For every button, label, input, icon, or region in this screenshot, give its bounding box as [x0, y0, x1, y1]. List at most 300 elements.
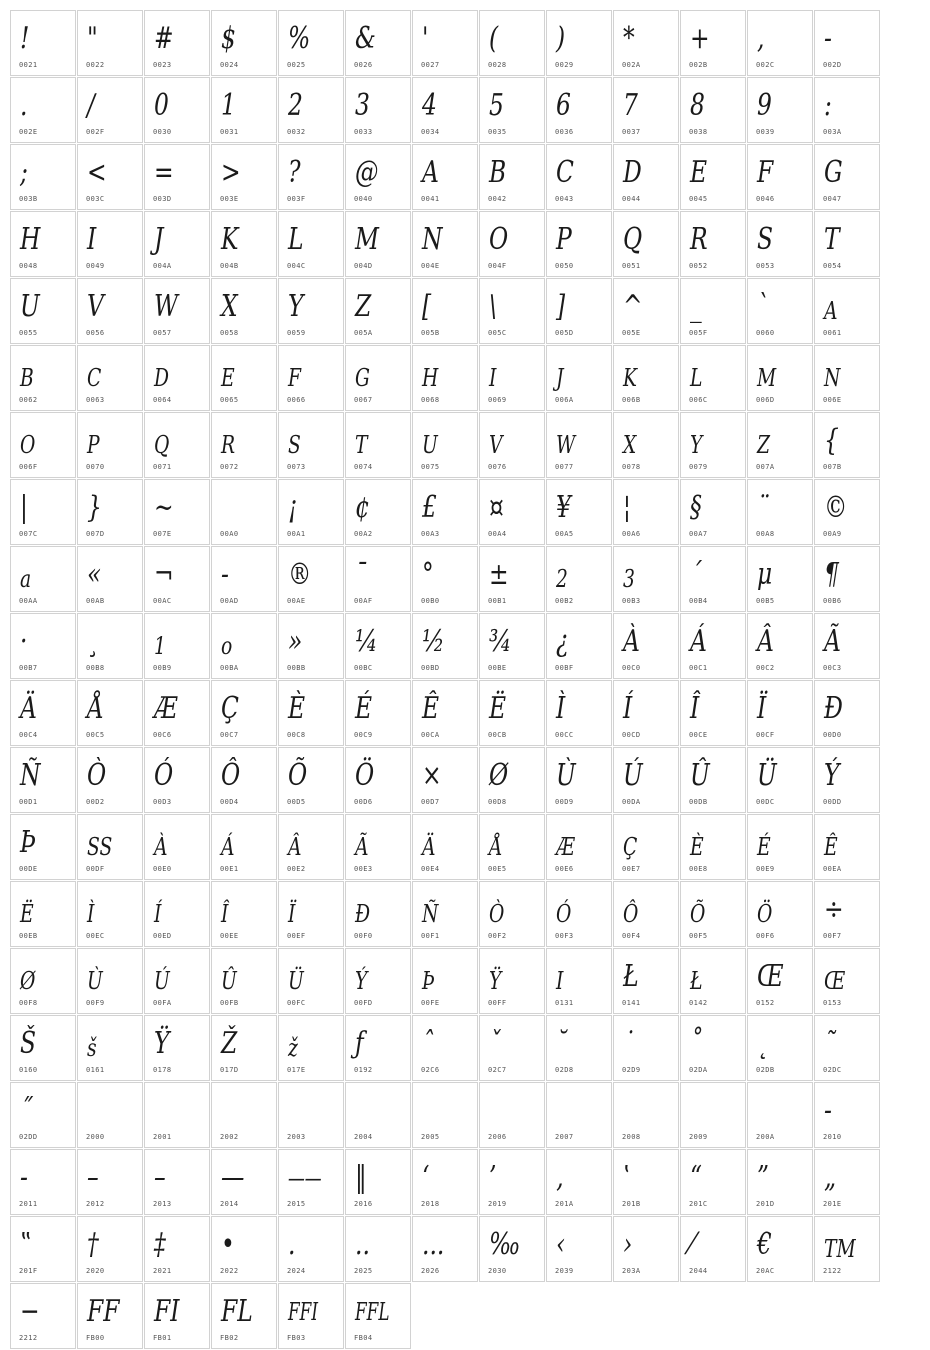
glyph-cell	[278, 345, 344, 411]
glyph-sample: N	[422, 222, 443, 257]
glyph-codepoint: 00ED	[153, 932, 172, 940]
glyph-codepoint: 007E	[153, 530, 172, 538]
glyph-sample: Œ	[824, 967, 846, 995]
glyph-cell	[211, 680, 277, 746]
glyph-codepoint: 0033	[354, 128, 373, 136]
glyph-codepoint: 0073	[287, 463, 306, 471]
glyph-sample: ˜	[824, 1026, 836, 1061]
glyph-sample: M	[355, 222, 379, 257]
glyph-sample: Ö	[355, 758, 375, 793]
glyph-codepoint: 0067	[354, 396, 373, 404]
glyph-sample: •	[221, 1227, 235, 1262]
glyph-sample: Í	[623, 691, 633, 726]
glyph-cell	[546, 1216, 612, 1282]
glyph-sample: I	[87, 222, 97, 257]
glyph-sample: 8	[690, 88, 705, 123]
glyph-cell	[479, 278, 545, 344]
glyph-codepoint: 2015	[287, 1200, 306, 1208]
glyph-codepoint: 00BB	[287, 664, 306, 672]
glyph-codepoint: 00E0	[153, 865, 172, 873]
glyph-codepoint: 00E5	[488, 865, 507, 873]
glyph-sample: "	[87, 21, 98, 56]
glyph-codepoint: 0152	[756, 999, 775, 1007]
glyph-codepoint: 006F	[19, 463, 38, 471]
glyph-sample: ⁄	[690, 1227, 694, 1262]
glyph-cell	[747, 546, 813, 612]
glyph-codepoint: 00AC	[153, 597, 172, 605]
glyph-codepoint: 0161	[86, 1066, 105, 1074]
glyph-sample: Ô	[221, 758, 241, 793]
glyph-codepoint: 005A	[354, 329, 373, 337]
glyph-codepoint: 00F0	[354, 932, 373, 940]
glyph-sample: Đ	[355, 900, 371, 928]
glyph-codepoint: 02D8	[555, 1066, 574, 1074]
glyph-cell	[546, 814, 612, 880]
glyph-codepoint: 0178	[153, 1066, 172, 1074]
glyph-cell	[77, 479, 143, 545]
glyph-codepoint: 0045	[689, 195, 708, 203]
glyph-cell	[680, 1015, 746, 1081]
glyph-sample: ;	[20, 155, 28, 190]
glyph-sample: ˛	[757, 1026, 769, 1061]
glyph-cell	[546, 1015, 612, 1081]
glyph-sample: Ú	[623, 758, 643, 793]
glyph-cell	[680, 814, 746, 880]
glyph-codepoint: 02C7	[488, 1066, 507, 1074]
glyph-codepoint: 0065	[220, 396, 239, 404]
glyph-cell	[77, 144, 143, 210]
glyph-cell	[345, 1283, 411, 1349]
glyph-cell	[211, 1015, 277, 1081]
glyph-codepoint: 0062	[19, 396, 38, 404]
glyph-cell	[77, 345, 143, 411]
glyph-sample: Ä	[20, 691, 37, 726]
glyph-sample: I	[556, 967, 564, 995]
glyph-codepoint: 0021	[19, 61, 38, 69]
glyph-cell	[613, 1216, 679, 1282]
glyph-sample: ˇ	[489, 1026, 501, 1061]
glyph-codepoint: 00FB	[220, 999, 239, 1007]
glyph-cell	[211, 144, 277, 210]
glyph-sample: &	[355, 21, 376, 56]
glyph-sample: Y	[288, 289, 304, 324]
glyph-cell	[747, 77, 813, 143]
glyph-sample: =	[154, 155, 174, 190]
glyph-sample: \	[489, 289, 497, 324]
glyph-codepoint: 005C	[488, 329, 507, 337]
glyph-cell	[278, 10, 344, 76]
glyph-cell	[412, 1015, 478, 1081]
glyph-codepoint: 2001	[153, 1133, 172, 1141]
glyph-codepoint: 00F4	[622, 932, 641, 940]
glyph-cell	[747, 10, 813, 76]
glyph-cell	[10, 1082, 76, 1148]
glyph-sample: )	[556, 21, 566, 56]
glyph-codepoint: 00F7	[823, 932, 842, 940]
glyph-cell	[10, 814, 76, 880]
glyph-sample: Y	[690, 431, 703, 459]
glyph-sample: E	[690, 155, 708, 190]
glyph-codepoint: 0053	[756, 262, 775, 270]
glyph-sample: Ž	[221, 1026, 238, 1061]
glyph-sample: ¾	[489, 624, 512, 659]
glyph-cell	[814, 747, 880, 813]
glyph-codepoint: 00FD	[354, 999, 373, 1007]
glyph-cell	[479, 144, 545, 210]
glyph-codepoint: 00A7	[689, 530, 708, 538]
glyph-codepoint: 00BF	[555, 664, 574, 672]
glyph-sample: ~	[154, 490, 174, 525]
glyph-cell	[747, 211, 813, 277]
glyph-cell	[680, 345, 746, 411]
glyph-codepoint: 00A5	[555, 530, 574, 538]
glyph-cell	[211, 613, 277, 679]
glyph-codepoint: 002F	[86, 128, 105, 136]
glyph-cell	[479, 1216, 545, 1282]
glyph-codepoint: 0029	[555, 61, 574, 69]
glyph-sample: L	[288, 222, 304, 257]
glyph-sample: ‚	[556, 1160, 564, 1195]
glyph-sample: ®	[288, 557, 312, 592]
glyph-sample: 4	[422, 88, 437, 123]
glyph-sample: Œ	[757, 959, 784, 994]
glyph-sample: Ø	[20, 967, 36, 995]
glyph-sample: ¬	[154, 557, 174, 592]
glyph-codepoint: 00F1	[421, 932, 440, 940]
glyph-codepoint: 0059	[287, 329, 306, 337]
glyph-sample: Ì	[87, 900, 95, 928]
glyph-codepoint: 00A6	[622, 530, 641, 538]
glyph-sample: @	[355, 155, 379, 190]
glyph-codepoint: 00C2	[756, 664, 775, 672]
glyph-sample: Û	[221, 967, 237, 995]
glyph-codepoint: 002C	[756, 61, 775, 69]
glyph-cell	[747, 345, 813, 411]
glyph-sample: Ë	[20, 900, 34, 928]
glyph-cell	[546, 881, 612, 947]
glyph-cell	[412, 814, 478, 880]
glyph-sample: Í	[154, 900, 162, 928]
glyph-sample: B	[20, 364, 34, 392]
glyph-codepoint: 00E4	[421, 865, 440, 873]
glyph-codepoint: 2000	[86, 1133, 105, 1141]
glyph-cell	[278, 814, 344, 880]
glyph-codepoint: 2016	[354, 1200, 373, 1208]
glyph-cell	[613, 948, 679, 1014]
glyph-sample: 2	[288, 88, 303, 123]
glyph-sample: Ý	[355, 967, 368, 995]
glyph-codepoint: 0055	[19, 329, 38, 337]
glyph-sample: [	[422, 289, 432, 324]
glyph-codepoint: 00E2	[287, 865, 306, 873]
glyph-cell	[814, 479, 880, 545]
glyph-codepoint: 2005	[421, 1133, 440, 1141]
glyph-codepoint: 203A	[622, 1267, 641, 1275]
glyph-codepoint: 00AA	[19, 597, 38, 605]
glyph-codepoint: 002D	[823, 61, 842, 69]
glyph-sample: P	[556, 222, 572, 257]
glyph-codepoint: 00CB	[488, 731, 507, 739]
glyph-cell	[814, 680, 880, 746]
glyph-sample: a	[20, 565, 32, 593]
glyph-sample: ‹	[556, 1227, 566, 1262]
glyph-sample: (	[489, 21, 499, 56]
glyph-cell	[814, 1216, 880, 1282]
glyph-codepoint: 0153	[823, 999, 842, 1007]
glyph-sample: FF	[87, 1294, 120, 1329]
glyph-cell	[211, 1216, 277, 1282]
glyph-cell	[77, 1216, 143, 1282]
glyph-sample: À	[154, 833, 168, 861]
glyph-codepoint: 0024	[220, 61, 239, 69]
glyph-codepoint: 2021	[153, 1267, 172, 1275]
glyph-sample: Á	[690, 624, 707, 659]
glyph-cell	[144, 613, 210, 679]
glyph-cell	[613, 613, 679, 679]
glyph-sample: A	[824, 297, 838, 325]
glyph-sample: Ì	[556, 691, 566, 726]
glyph-sample: C	[87, 364, 102, 392]
glyph-codepoint: 006D	[756, 396, 775, 404]
glyph-cell	[680, 211, 746, 277]
glyph-cell	[211, 948, 277, 1014]
glyph-cell	[680, 747, 746, 813]
glyph-sample: ±	[489, 557, 509, 592]
glyph-codepoint: 0077	[555, 463, 574, 471]
glyph-sample: ¯	[355, 557, 367, 592]
glyph-sample: -	[221, 557, 229, 592]
glyph-sample: B	[489, 155, 507, 190]
glyph-codepoint: 00EB	[19, 932, 38, 940]
glyph-sample: ¤	[489, 490, 504, 525]
glyph-cell	[479, 479, 545, 545]
glyph-sample: N	[824, 364, 841, 392]
glyph-cell	[747, 948, 813, 1014]
glyph-cell	[10, 680, 76, 746]
glyph-codepoint: 0063	[86, 396, 105, 404]
glyph-cell	[613, 747, 679, 813]
glyph-sample: ‟	[20, 1227, 32, 1262]
glyph-sample: T	[355, 431, 368, 459]
glyph-cell	[814, 10, 880, 76]
glyph-sample: Ô	[623, 900, 639, 928]
glyph-codepoint: 00E7	[622, 865, 641, 873]
glyph-cell	[613, 814, 679, 880]
glyph-sample: 3	[623, 565, 635, 593]
glyph-cell	[278, 278, 344, 344]
glyph-sample: TM	[824, 1235, 856, 1263]
glyph-sample: G	[824, 155, 843, 190]
glyph-sample: FFI	[288, 1298, 318, 1326]
glyph-sample: K	[623, 364, 637, 392]
glyph-cell	[680, 546, 746, 612]
glyph-cell	[144, 1216, 210, 1282]
glyph-codepoint: 0049	[86, 262, 105, 270]
glyph-cell	[479, 211, 545, 277]
glyph-codepoint: 0078	[622, 463, 641, 471]
glyph-cell	[144, 77, 210, 143]
glyph-cell	[144, 1283, 210, 1349]
glyph-codepoint: 005F	[689, 329, 708, 337]
glyph-codepoint: 00C5	[86, 731, 105, 739]
glyph-cell	[747, 278, 813, 344]
glyph-sample: μ	[757, 557, 773, 592]
glyph-cell	[680, 1082, 746, 1148]
glyph-codepoint: 00EC	[86, 932, 105, 940]
glyph-codepoint: 00C6	[153, 731, 172, 739]
glyph-cell	[747, 479, 813, 545]
glyph-cell	[77, 680, 143, 746]
glyph-cell	[680, 144, 746, 210]
glyph-cell	[345, 1015, 411, 1081]
glyph-cell	[412, 278, 478, 344]
glyph-codepoint: 201E	[823, 1200, 842, 1208]
glyph-cell	[747, 881, 813, 947]
glyph-sample: ——	[288, 1164, 322, 1192]
glyph-codepoint: 00D0	[823, 731, 842, 739]
glyph-codepoint: 2025	[354, 1267, 373, 1275]
glyph-codepoint: 0040	[354, 195, 373, 203]
glyph-cell	[10, 1149, 76, 1215]
glyph-cell	[613, 881, 679, 947]
glyph-codepoint: 004B	[220, 262, 239, 270]
glyph-sample: Ù	[87, 967, 103, 995]
glyph-cell	[613, 278, 679, 344]
glyph-cell	[613, 1149, 679, 1215]
glyph-sample: ‰	[489, 1227, 521, 1262]
glyph-cell	[77, 613, 143, 679]
glyph-cell	[747, 412, 813, 478]
glyph-codepoint: 00CC	[555, 731, 574, 739]
glyph-codepoint: 0036	[555, 128, 574, 136]
glyph-codepoint: 02D9	[622, 1066, 641, 1074]
glyph-cell	[10, 144, 76, 210]
glyph-cell	[479, 948, 545, 1014]
glyph-codepoint: 0035	[488, 128, 507, 136]
glyph-codepoint: 00DF	[86, 865, 105, 873]
glyph-codepoint: 201F	[19, 1267, 38, 1275]
glyph-codepoint: 2004	[354, 1133, 373, 1141]
glyph-codepoint: 0192	[354, 1066, 373, 1074]
glyph-codepoint: 00E9	[756, 865, 775, 873]
glyph-sample: Ł	[690, 967, 703, 995]
glyph-cell	[479, 1082, 545, 1148]
glyph-sample: Q	[623, 222, 643, 257]
glyph-cell	[278, 144, 344, 210]
glyph-codepoint: 00F6	[756, 932, 775, 940]
glyph-codepoint: 00B2	[555, 597, 574, 605]
glyph-cell	[546, 680, 612, 746]
glyph-cell	[77, 77, 143, 143]
glyph-cell	[345, 211, 411, 277]
glyph-cell	[144, 144, 210, 210]
glyph-codepoint: 0022	[86, 61, 105, 69]
glyph-sample: ˘	[556, 1026, 568, 1061]
glyph-codepoint: 0071	[153, 463, 172, 471]
glyph-cell	[412, 77, 478, 143]
glyph-sample: H	[422, 364, 439, 392]
glyph-codepoint: 02DD	[19, 1133, 38, 1141]
glyph-cell	[613, 1015, 679, 1081]
glyph-sample: .	[20, 88, 28, 123]
glyph-cell	[211, 345, 277, 411]
glyph-cell	[345, 479, 411, 545]
glyph-codepoint: 0057	[153, 329, 172, 337]
glyph-codepoint: 00BD	[421, 664, 440, 672]
glyph-cell	[211, 278, 277, 344]
glyph-cell	[211, 881, 277, 947]
glyph-cell	[144, 278, 210, 344]
glyph-codepoint: 00E3	[354, 865, 373, 873]
glyph-codepoint: 2030	[488, 1267, 507, 1275]
glyph-codepoint: 0060	[756, 329, 775, 337]
glyph-cell	[144, 211, 210, 277]
glyph-cell	[814, 77, 880, 143]
glyph-codepoint: 0064	[153, 396, 172, 404]
glyph-cell	[211, 747, 277, 813]
glyph-cell	[747, 613, 813, 679]
glyph-codepoint: 02DA	[689, 1066, 708, 1074]
glyph-codepoint: 00B1	[488, 597, 507, 605]
glyph-cell	[546, 1082, 612, 1148]
glyph-codepoint: 00D4	[220, 798, 239, 806]
glyph-cell	[613, 10, 679, 76]
glyph-sample: Õ	[690, 900, 706, 928]
glyph-codepoint: 2009	[689, 1133, 708, 1141]
glyph-sample: ‡	[154, 1227, 166, 1262]
glyph-codepoint: 0069	[488, 396, 507, 404]
glyph-codepoint: 002B	[689, 61, 708, 69]
glyph-codepoint: 0070	[86, 463, 105, 471]
glyph-sample: Z	[757, 431, 771, 459]
glyph-sample: .	[288, 1227, 296, 1262]
glyph-sample: 1	[221, 88, 236, 123]
glyph-codepoint: 00AF	[354, 597, 373, 605]
glyph-codepoint: 0056	[86, 329, 105, 337]
glyph-cell	[10, 948, 76, 1014]
glyph-cell	[412, 747, 478, 813]
glyph-codepoint: 2039	[555, 1267, 574, 1275]
glyph-cell	[479, 881, 545, 947]
glyph-sample: ^	[623, 289, 643, 324]
glyph-sample: Ï	[288, 900, 296, 928]
glyph-sample: S	[288, 431, 301, 459]
glyph-cell	[613, 144, 679, 210]
glyph-codepoint: 005B	[421, 329, 440, 337]
glyph-codepoint: FB02	[220, 1334, 239, 1342]
glyph-cell	[77, 1082, 143, 1148]
glyph-sample: T	[824, 222, 840, 257]
glyph-cell	[77, 1283, 143, 1349]
glyph-codepoint: 00D3	[153, 798, 172, 806]
glyph-codepoint: 0027	[421, 61, 440, 69]
glyph-cell	[345, 345, 411, 411]
glyph-cell	[278, 1149, 344, 1215]
glyph-cell	[412, 211, 478, 277]
glyph-codepoint: 20AC	[756, 1267, 775, 1275]
glyph-sample: ›	[623, 1227, 633, 1262]
glyph-sample: „	[824, 1160, 837, 1195]
glyph-sample: Ê	[422, 691, 440, 726]
glyph-cell	[814, 948, 880, 1014]
glyph-sample: }	[87, 490, 102, 525]
glyph-cell	[278, 1082, 344, 1148]
glyph-codepoint: 005D	[555, 329, 574, 337]
glyph-sample: Ã	[824, 624, 841, 659]
glyph-sample: Ó	[556, 900, 572, 928]
glyph-sample: H	[20, 222, 41, 257]
glyph-cell	[613, 546, 679, 612]
